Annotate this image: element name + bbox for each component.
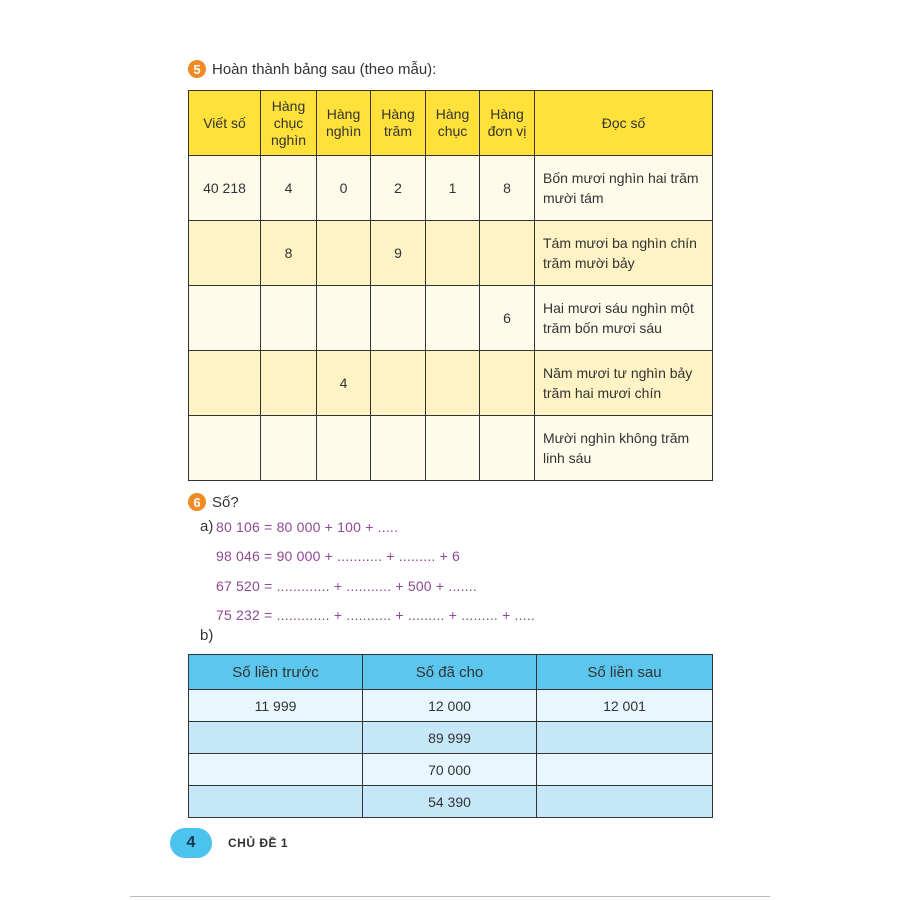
cell-digit[interactable] — [426, 221, 480, 286]
table-row — [189, 351, 713, 416]
neighbor-header-row — [189, 655, 713, 690]
exercise-5-title: Hoàn thành bảng sau (theo mẫu): — [212, 60, 437, 78]
header-so-lien-sau: Số liền sau — [537, 655, 713, 690]
cell-digit: 6 — [480, 286, 535, 351]
cell-digit: 0 — [317, 156, 371, 221]
cell-viet-so[interactable] — [189, 221, 261, 286]
cell-digit[interactable] — [426, 416, 480, 481]
expansion-line: 80 106 = 80 000 + 100 + ..... — [216, 519, 399, 535]
cell-next[interactable] — [537, 754, 713, 786]
cell-doc-so: Mười nghìn không trăm linh sáu — [535, 416, 713, 481]
part-b-label: b) — [200, 627, 214, 644]
table-row — [189, 722, 713, 754]
cell-digit: 8 — [480, 156, 535, 221]
place-value-table — [188, 90, 713, 481]
cell-given: 89 999 — [363, 722, 537, 754]
bottom-divider — [130, 896, 770, 897]
cell-digit[interactable] — [317, 286, 371, 351]
cell-previous[interactable] — [189, 754, 363, 786]
cell-next[interactable] — [537, 786, 713, 818]
table-row — [189, 416, 713, 481]
cell-digit[interactable] — [480, 221, 535, 286]
table-row — [189, 156, 713, 221]
cell-digit[interactable] — [426, 286, 480, 351]
cell-digit[interactable] — [261, 351, 317, 416]
cell-digit[interactable] — [480, 416, 535, 481]
table-row — [189, 286, 713, 351]
cell-doc-so: Bốn mươi nghìn hai trăm mười tám — [535, 156, 713, 221]
header-viet-so: Viết số — [189, 91, 261, 156]
exercise-5-heading — [188, 60, 436, 78]
exercise-6-title: Số? — [212, 493, 239, 511]
cell-viet-so: 40 218 — [189, 156, 261, 221]
table-row — [189, 786, 713, 818]
cell-digit[interactable] — [317, 221, 371, 286]
cell-doc-so: Năm mươi tư nghìn bảy trăm hai mươi chín — [535, 351, 713, 416]
cell-digit: 9 — [371, 221, 426, 286]
header-hang-chuc-nghin: Hàng chục nghìn — [261, 91, 317, 156]
cell-previous[interactable] — [189, 786, 363, 818]
exercise-5-number: 5 — [188, 60, 206, 78]
cell-viet-so[interactable] — [189, 286, 261, 351]
table-row — [189, 690, 713, 722]
cell-digit[interactable] — [371, 351, 426, 416]
header-so-lien-truoc: Số liền trước — [189, 655, 363, 690]
exercise-6-heading — [188, 493, 239, 511]
cell-next: 12 001 — [537, 690, 713, 722]
cell-given: 54 390 — [363, 786, 537, 818]
header-hang-don-vi: Hàng đơn vị — [480, 91, 535, 156]
cell-given: 70 000 — [363, 754, 537, 786]
cell-digit: 4 — [261, 156, 317, 221]
cell-viet-so[interactable] — [189, 416, 261, 481]
cell-doc-so: Tám mươi ba nghìn chín trăm mười bảy — [535, 221, 713, 286]
place-value-header-row — [189, 91, 713, 156]
expansion-line[interactable]: 98 046 = 90 000 + ........... + ......... + 6 — [216, 548, 461, 564]
chapter-label: CHỦ ĐỀ 1 — [228, 836, 289, 850]
cell-previous[interactable] — [189, 722, 363, 754]
header-hang-chuc: Hàng chục — [426, 91, 480, 156]
cell-digit: 8 — [261, 221, 317, 286]
cell-next[interactable] — [537, 722, 713, 754]
header-hang-tram: Hàng trăm — [371, 91, 426, 156]
cell-viet-so[interactable] — [189, 351, 261, 416]
expansion-line[interactable]: 75 232 = ............. + ........... + ......... + ......... + ..... — [216, 607, 536, 623]
page-number-badge: 4 — [170, 828, 212, 858]
cell-digit[interactable] — [480, 351, 535, 416]
cell-previous: 11 999 — [189, 690, 363, 722]
cell-digit[interactable] — [261, 416, 317, 481]
cell-digit[interactable] — [371, 286, 426, 351]
header-so-da-cho: Số đã cho — [363, 655, 537, 690]
cell-digit: 2 — [371, 156, 426, 221]
cell-digit[interactable] — [317, 416, 371, 481]
table-row — [189, 221, 713, 286]
cell-digit[interactable] — [371, 416, 426, 481]
neighbor-numbers-table — [188, 654, 713, 818]
cell-digit[interactable] — [426, 351, 480, 416]
expansion-line[interactable]: 67 520 = ............. + ........... + 500 + ....... — [216, 578, 477, 594]
header-hang-nghin: Hàng nghìn — [317, 91, 371, 156]
exercise-6-number: 6 — [188, 493, 206, 511]
part-a-label: a) — [200, 518, 214, 535]
header-doc-so: Đọc số — [535, 91, 713, 156]
cell-digit[interactable] — [261, 286, 317, 351]
cell-given: 12 000 — [363, 690, 537, 722]
cell-digit: 1 — [426, 156, 480, 221]
cell-doc-so: Hai mươi sáu nghìn một trăm bốn mươi sáu — [535, 286, 713, 351]
cell-digit: 4 — [317, 351, 371, 416]
table-row — [189, 754, 713, 786]
